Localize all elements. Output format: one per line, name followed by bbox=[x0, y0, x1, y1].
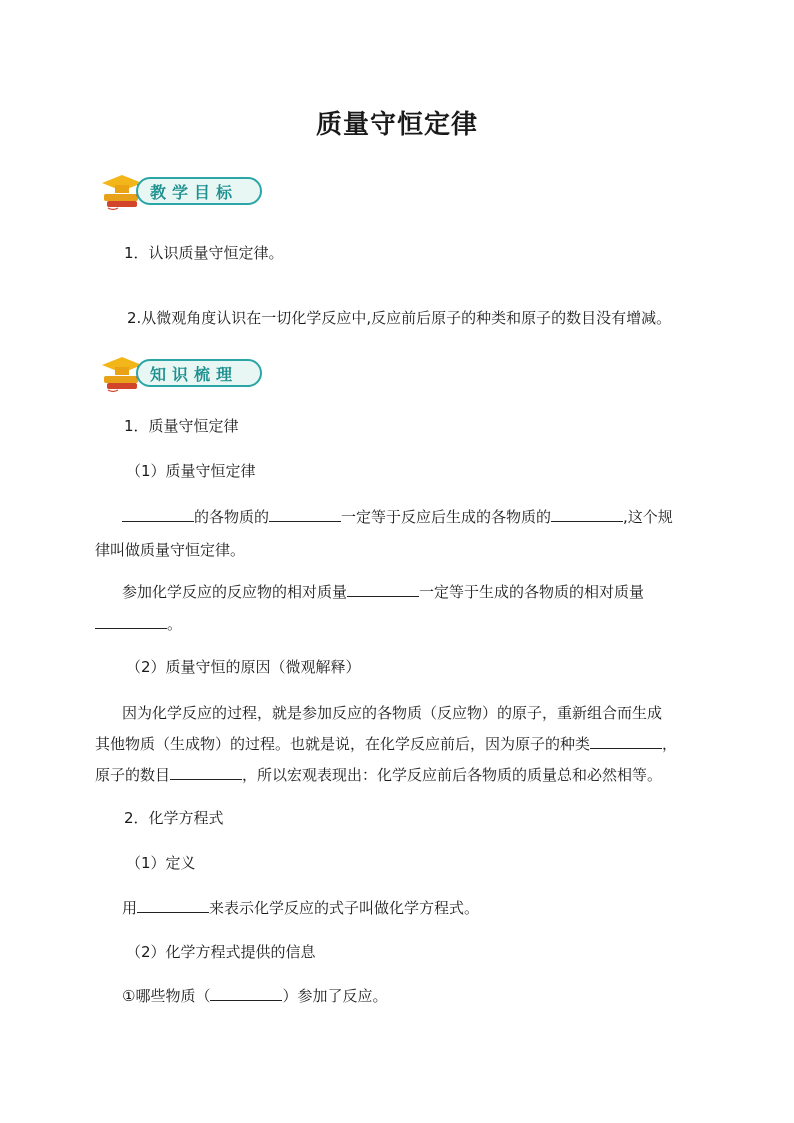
paragraph-3-line-2: 其他物质（生成物）的过程。也就是说，在化学反应前后，因为原子的种类 ， bbox=[95, 735, 678, 753]
fill-blank[interactable] bbox=[137, 898, 209, 913]
section-badge-goals bbox=[96, 172, 264, 214]
fill-blank[interactable] bbox=[122, 507, 194, 522]
paragraph-1-line-2: 律叫做质量守恒定律。 bbox=[95, 541, 246, 559]
badge-pill bbox=[136, 177, 262, 205]
fill-blank[interactable] bbox=[551, 507, 623, 522]
paragraph-4: 用 来表示化学反应的式子叫做化学方程式。 bbox=[122, 899, 480, 917]
subheading-2-2: （2）化学方程式提供的信息 bbox=[126, 943, 316, 961]
fill-blank[interactable] bbox=[95, 614, 167, 629]
heading-1: 1．质量守恒定律 bbox=[124, 417, 239, 435]
page-title: 质量守恒定律 bbox=[315, 110, 478, 140]
fill-blank[interactable] bbox=[210, 986, 282, 1001]
fill-blank[interactable] bbox=[269, 507, 341, 522]
paragraph-2-line-2: 。 bbox=[95, 614, 182, 634]
paragraph-3-line-1: 因为化学反应的过程，就是参加反应的各物质（反应物）的原子，重新组合而生成 bbox=[122, 704, 663, 722]
goal-item-2: 2.从微观角度认识在一切化学反应中,反应前后原子的种类和原子的数目没有增减。 bbox=[127, 309, 672, 327]
badge-label: 教学目标 bbox=[150, 183, 239, 202]
goal-item-1: 1．认识质量守恒定律。 bbox=[124, 244, 284, 262]
badge-pill bbox=[136, 359, 262, 387]
section-badge-knowledge bbox=[96, 354, 264, 396]
paragraph-3-line-3: 原子的数目 ，所以宏观表现出：化学反应前后各物质的质量总和必然相等。 bbox=[95, 766, 663, 784]
paragraph-1-line-1: 的各物质的 一定等于反应后生成的各物质的 ,这个规 bbox=[122, 507, 673, 527]
heading-2: 2．化学方程式 bbox=[124, 809, 224, 827]
paragraph-2-line-1: 参加化学反应的反应物的相对质量 一定等于生成的各物质的相对质量 bbox=[122, 583, 645, 601]
subheading-1-2: （2）质量守恒的原因（微观解释） bbox=[126, 658, 361, 676]
subheading-1-1: （1）质量守恒定律 bbox=[126, 462, 256, 480]
subheading-2-1: （1）定义 bbox=[126, 854, 196, 872]
fill-blank[interactable] bbox=[590, 734, 662, 749]
paragraph-5: ①哪些物质（ ）参加了反应。 bbox=[122, 987, 388, 1005]
badge-label: 知识梳理 bbox=[150, 365, 239, 384]
fill-blank[interactable] bbox=[170, 765, 242, 780]
fill-blank[interactable] bbox=[347, 582, 419, 597]
